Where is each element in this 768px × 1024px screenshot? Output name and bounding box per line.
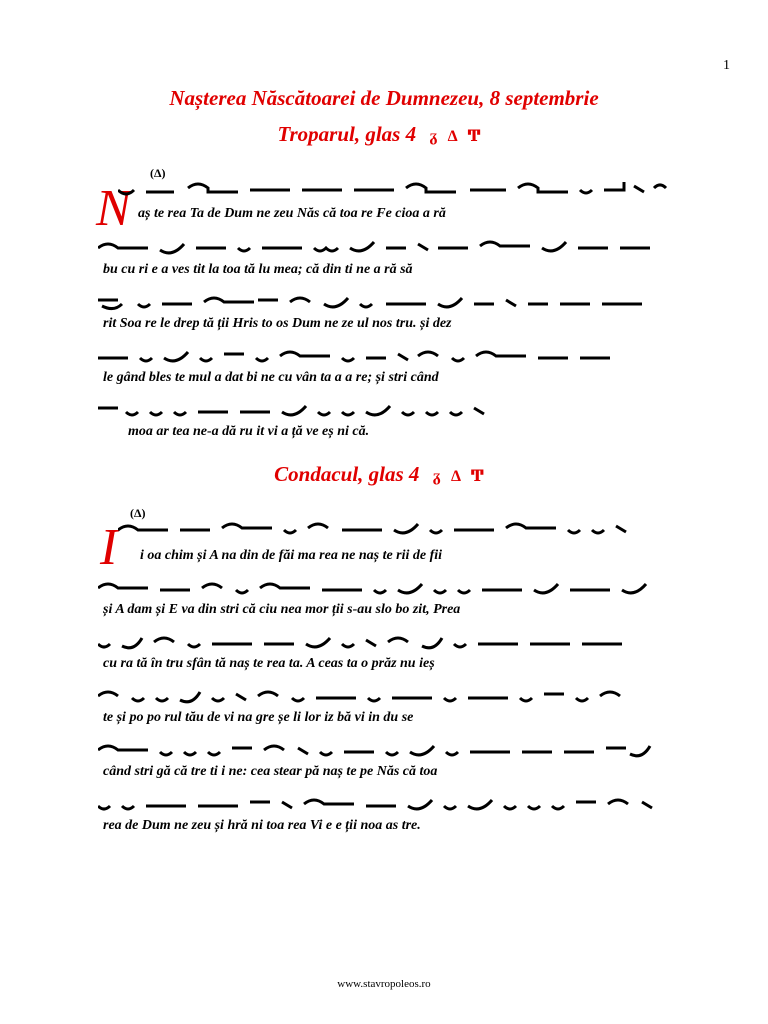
lyric-line: aș te rea Ta de Dum ne zeu Năs că toa re Fe cioa a ră bbox=[138, 206, 446, 221]
footer-website: www.stavropoleos.ro bbox=[337, 978, 431, 990]
kontakion-heading-text: Condacul, glas 4 bbox=[274, 462, 420, 486]
drop-cap-initial: I bbox=[100, 519, 118, 576]
neume-row-icon bbox=[118, 178, 678, 198]
neume-row-icon bbox=[98, 794, 658, 814]
lyric-line: te și po po rul tău de vi na gre șe li lor iz bă vi in du se bbox=[103, 710, 414, 725]
neume-row-icon bbox=[118, 518, 678, 538]
kontakion-heading bbox=[0, 462, 768, 487]
lyric-line: rea de Dum ne zeu și hră ni toa rea Vi e e ții noa as tre. bbox=[103, 818, 421, 833]
lyric-line: bu cu ri e a ves tit la toa tă lu mea; că din ti ne a ră să bbox=[103, 262, 413, 277]
neume-row-icon bbox=[98, 740, 658, 760]
neume-row-icon bbox=[98, 686, 658, 706]
page-number: 1 bbox=[723, 58, 730, 73]
mode-signature-icon: ᵹ Δ Ͳ bbox=[429, 128, 481, 145]
lyric-line: i oa chim și A na din de făi ma rea ne naș te rii de fii bbox=[140, 548, 443, 563]
ison-marker: (Δ) bbox=[150, 166, 166, 180]
neume-row-icon bbox=[98, 292, 658, 312]
neume-row-icon bbox=[98, 400, 658, 420]
lyric-line: și A dam și E va din stri că ciu nea mor ții s-au slo bo zit, Prea bbox=[103, 602, 461, 617]
neume-row-icon bbox=[98, 632, 658, 652]
troparion-heading-text: Troparul, glas 4 bbox=[277, 122, 417, 146]
ison-marker: (Δ) bbox=[130, 506, 146, 520]
lyric-line: le gând bles te mul a dat bi ne cu vân ta a a re; și stri când bbox=[103, 370, 439, 385]
page-title: Nașterea Născătoarei de Dumnezeu, 8 septembrie bbox=[169, 86, 599, 110]
lyric-line: cu ra tă în tru sfân tă naș te rea ta. A ceas ta o prăz nu ieș bbox=[103, 656, 435, 671]
lyric-line: când stri gă că tre ti i ne: cea stear pă naș te pe Năs că toa bbox=[103, 764, 438, 779]
troparion-heading bbox=[0, 122, 768, 147]
neume-row-icon bbox=[98, 346, 658, 366]
drop-cap-initial: N bbox=[96, 180, 131, 237]
neume-row-icon bbox=[98, 236, 658, 256]
lyric-line: rit Soa re le drep tă ții Hris to os Dum ne ze ul nos tru. și dez bbox=[103, 316, 452, 331]
mode-signature-icon: ᵹ Δ Ͳ bbox=[432, 468, 484, 485]
neume-row-icon bbox=[98, 578, 658, 598]
lyric-line: moa ar tea ne-a dă ru it vi a ță ve eș ni că. bbox=[128, 424, 370, 439]
